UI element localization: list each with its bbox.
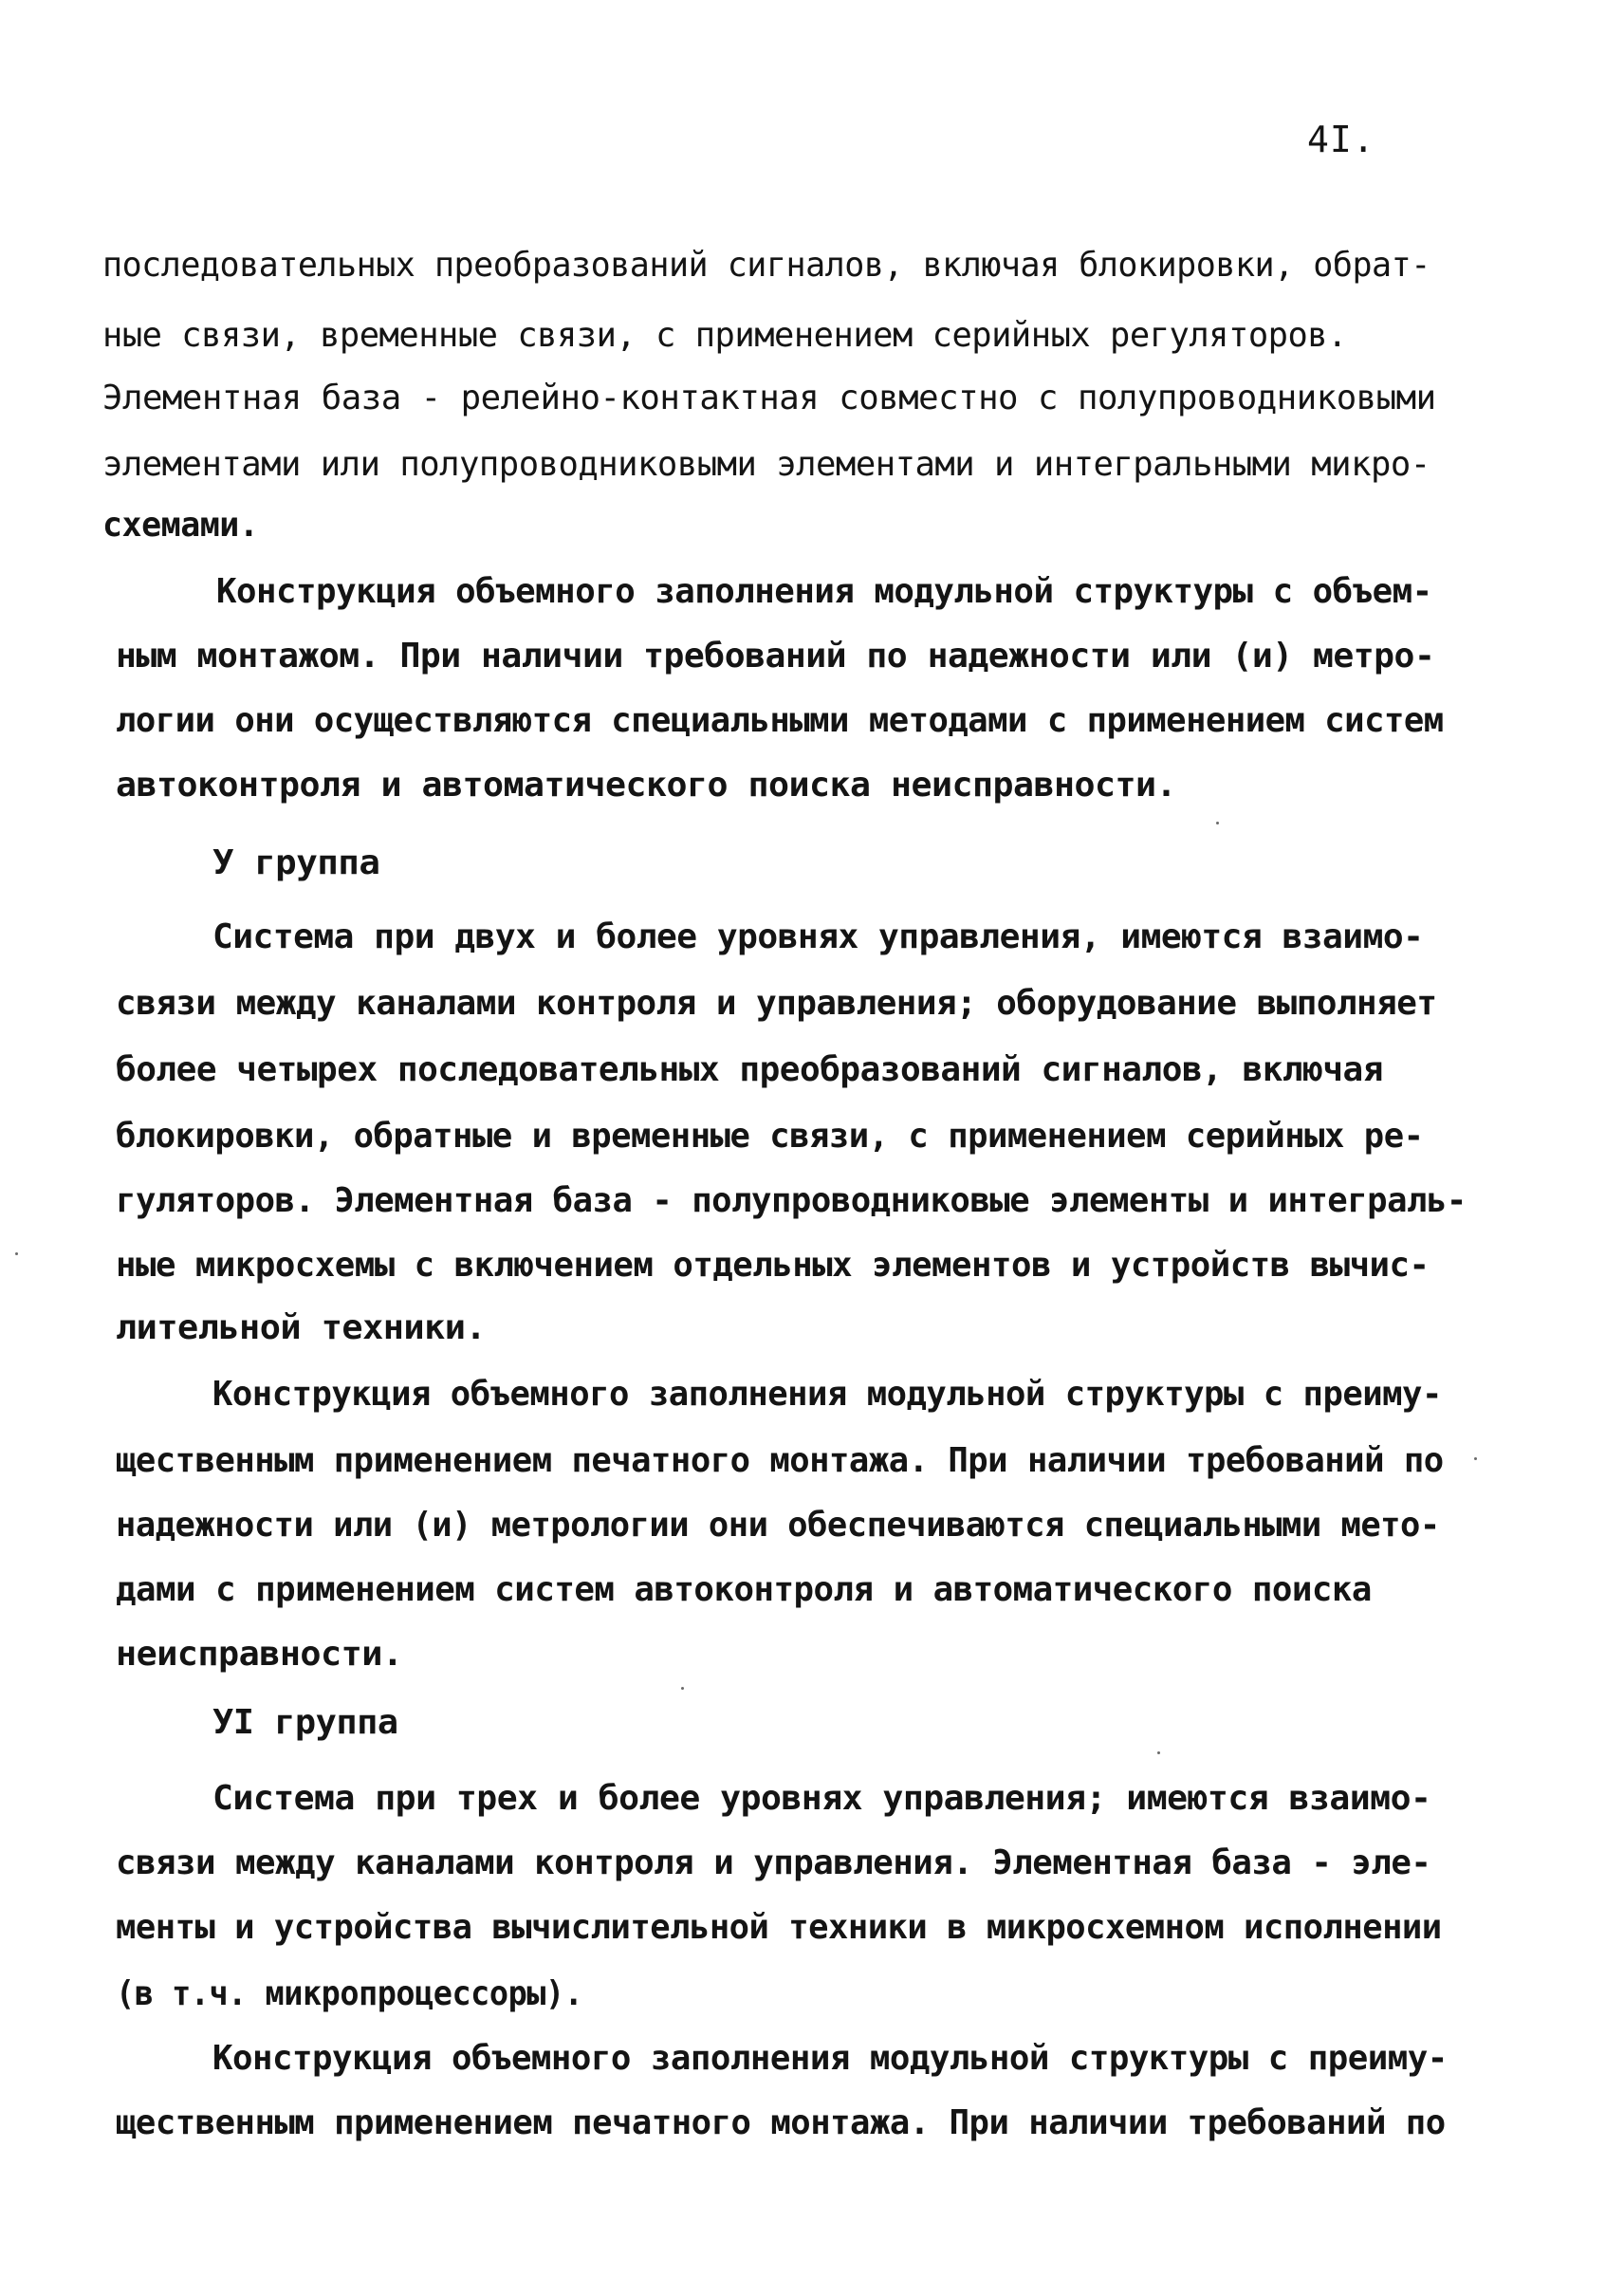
text-line: логии они осуществляются специальными методами с применением систем — [116, 701, 1444, 740]
text-line: элементами или полупроводниковыми элементами и интегральными микро- — [102, 445, 1430, 484]
text-line: лительной техники. — [116, 1308, 487, 1347]
paragraph-first-line: Система при двух и более уровнях управления, имеются взаимо- — [212, 917, 1424, 956]
section-heading: У группа — [212, 843, 380, 882]
text-line: связи между каналами контроля и управления. Элементная база - эле- — [116, 1843, 1431, 1882]
text-line: схемами. — [102, 506, 259, 545]
text-line: ным монтажом. При наличии требований по надежности или (и) метро- — [116, 637, 1435, 676]
paragraph-first-line: Конструкция объемного заполнения модульной структуры с объем- — [216, 572, 1432, 611]
text-line: гуляторов. Элементная база - полупроводниковые элементы и интеграль- — [116, 1181, 1467, 1220]
scan-speck — [1157, 1751, 1160, 1754]
paragraph-first-line: Конструкция объемного заполнения модульной структуры с преиму- — [212, 1375, 1442, 1414]
text-line: ные микросхемы с включением отдельных элементов и устройств вычис- — [116, 1246, 1430, 1285]
text-line: более четырех последовательных преобразований сигналов, включая — [116, 1050, 1383, 1089]
text-line: щественным применением печатного монтажа. При наличии требований по — [116, 2103, 1446, 2142]
page-number: 4I. — [1307, 119, 1375, 160]
text-line: неисправности. — [116, 1635, 403, 1674]
text-line: блокировки, обратные и временные связи, с применением серийных ре- — [116, 1117, 1424, 1156]
text-line: надежности или (и) метрологии они обеспечиваются специальными мето- — [116, 1506, 1440, 1545]
scan-speck — [15, 1252, 18, 1255]
scan-speck — [1474, 1457, 1477, 1460]
text-line: (в т.ч. микропроцессоры). — [116, 1974, 583, 2013]
text-line: ные связи, временные связи, с применением серийных регуляторов. — [102, 316, 1347, 355]
section-heading: УI группа — [212, 1703, 398, 1742]
text-line: Элементная база - релейно-контактная совместно с полупроводниковыми — [102, 379, 1436, 417]
paragraph-first-line: Конструкция объемного заполнения модульной структуры с преиму- — [212, 2039, 1448, 2078]
scan-speck — [1216, 822, 1219, 824]
scan-speck — [681, 1687, 684, 1690]
text-line: дами с применением систем автоконтроля и автоматического поиска — [116, 1570, 1372, 1609]
text-line: связи между каналами контроля и управления; оборудование выполняет — [116, 984, 1437, 1023]
text-line: щественным применением печатного монтажа. При наличии требований по — [116, 1441, 1444, 1480]
text-line: автоконтроля и автоматического поиска неисправности. — [116, 766, 1177, 805]
text-line: менты и устройства вычислительной техники в микросхемном исполнении — [116, 1908, 1442, 1947]
text-line: последовательных преобразований сигналов, включая блокировки, обрат- — [102, 246, 1430, 285]
paragraph-first-line: Система при трех и более уровнях управления; имеются взаимо- — [212, 1779, 1431, 1818]
